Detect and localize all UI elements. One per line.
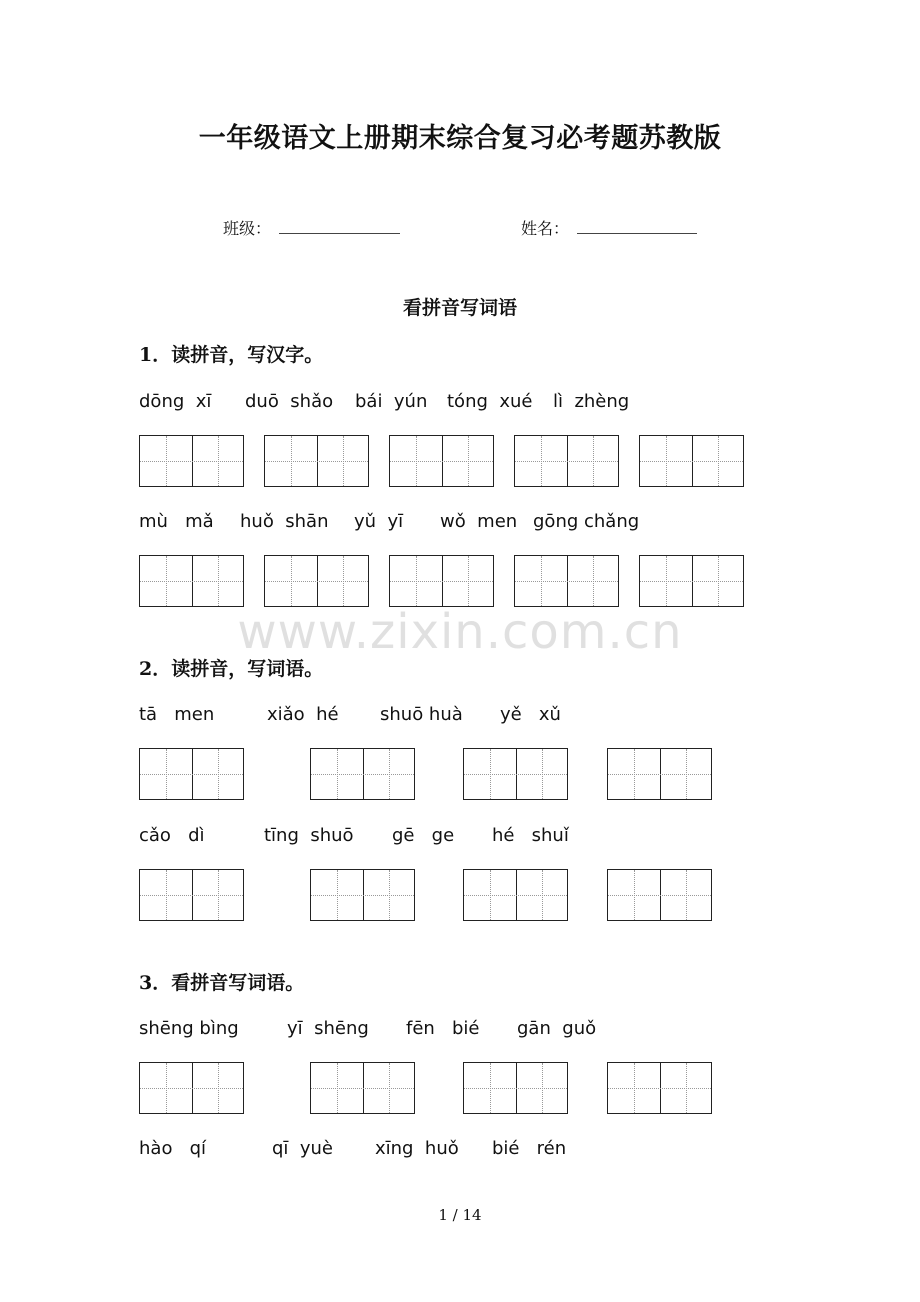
writing-box[interactable]: [463, 869, 568, 921]
writing-box[interactable]: [389, 555, 494, 607]
box-guide: [265, 581, 368, 582]
pinyin: gē ge: [392, 825, 455, 846]
box-guide: [515, 581, 618, 582]
box-guide: [311, 774, 414, 775]
pinyin: xīng huǒ: [375, 1138, 459, 1159]
box-guide: [140, 774, 243, 775]
class-label: 班级：: [223, 219, 272, 238]
writing-box[interactable]: [389, 435, 494, 487]
pinyin: wǒ men: [440, 511, 518, 532]
pinyin: shēng bìng: [139, 1018, 239, 1039]
pinyin: yǔ yī: [354, 511, 404, 532]
section-title: 看拼音写词语: [402, 297, 517, 319]
pinyin: qī yuè: [272, 1138, 334, 1159]
pinyin: fēn bié: [406, 1018, 480, 1039]
pinyin: shuō huà: [380, 704, 463, 725]
writing-box[interactable]: [310, 869, 415, 921]
writing-box[interactable]: [139, 748, 244, 800]
pinyin: hào qí: [139, 1138, 207, 1159]
pinyin: tīng shuō: [264, 825, 354, 846]
writing-box[interactable]: [463, 1062, 568, 1114]
pinyin: hé shuǐ: [492, 825, 569, 846]
pinyin: tóng xué: [447, 391, 533, 412]
box-guide: [515, 461, 618, 462]
question-2-heading: 2．读拼音，写词语。: [139, 658, 324, 680]
pinyin: bié rén: [492, 1138, 567, 1159]
question-3-heading: 3．看拼音写词语。: [139, 972, 305, 994]
pinyin: cǎo dì: [139, 825, 205, 846]
box-guide: [608, 774, 711, 775]
pinyin: gān guǒ: [517, 1018, 597, 1039]
writing-box[interactable]: [514, 435, 619, 487]
pinyin: huǒ shān: [240, 511, 329, 532]
pinyin: gōng chǎng: [533, 511, 640, 532]
pinyin: tā men: [139, 704, 215, 725]
pinyin: duō shǎo: [245, 391, 334, 412]
writing-box[interactable]: [639, 435, 744, 487]
box-guide: [311, 1088, 414, 1089]
writing-box[interactable]: [639, 555, 744, 607]
writing-box[interactable]: [139, 555, 244, 607]
writing-box[interactable]: [310, 748, 415, 800]
pinyin: lì zhèng: [553, 391, 630, 412]
writing-box[interactable]: [139, 869, 244, 921]
box-guide: [265, 461, 368, 462]
watermark: www.zixin.com.cn: [237, 604, 683, 660]
box-guide: [390, 581, 493, 582]
box-guide: [608, 1088, 711, 1089]
class-field[interactable]: [279, 233, 400, 234]
box-guide: [311, 895, 414, 896]
writing-box[interactable]: [514, 555, 619, 607]
pinyin: mù mǎ: [139, 511, 214, 532]
writing-box[interactable]: [264, 435, 369, 487]
page-number: 1 / 14: [438, 1206, 482, 1224]
pinyin: bái yún: [355, 391, 428, 412]
writing-box[interactable]: [607, 1062, 712, 1114]
box-guide: [390, 461, 493, 462]
name-field[interactable]: [577, 233, 697, 234]
pinyin: dōng xī: [139, 391, 212, 412]
writing-box[interactable]: [463, 748, 568, 800]
page-title: 一年级语文上册期末综合复习必考题苏教版: [198, 123, 722, 154]
pinyin: xiǎo hé: [267, 704, 339, 725]
box-guide: [640, 581, 743, 582]
pinyin: yě xǔ: [500, 704, 561, 725]
box-guide: [464, 1088, 567, 1089]
box-guide: [608, 895, 711, 896]
writing-box[interactable]: [139, 1062, 244, 1114]
box-guide: [640, 461, 743, 462]
writing-box[interactable]: [607, 748, 712, 800]
question-1-heading: 1．读拼音，写汉字。: [139, 344, 324, 366]
box-guide: [464, 895, 567, 896]
writing-box[interactable]: [139, 435, 244, 487]
box-guide: [140, 581, 243, 582]
box-guide: [140, 461, 243, 462]
writing-box[interactable]: [310, 1062, 415, 1114]
writing-box[interactable]: [607, 869, 712, 921]
box-guide: [464, 774, 567, 775]
box-guide: [140, 1088, 243, 1089]
name-label: 姓名：: [521, 219, 570, 238]
pinyin: yī shēng: [287, 1018, 369, 1039]
writing-box[interactable]: [264, 555, 369, 607]
box-guide: [140, 895, 243, 896]
